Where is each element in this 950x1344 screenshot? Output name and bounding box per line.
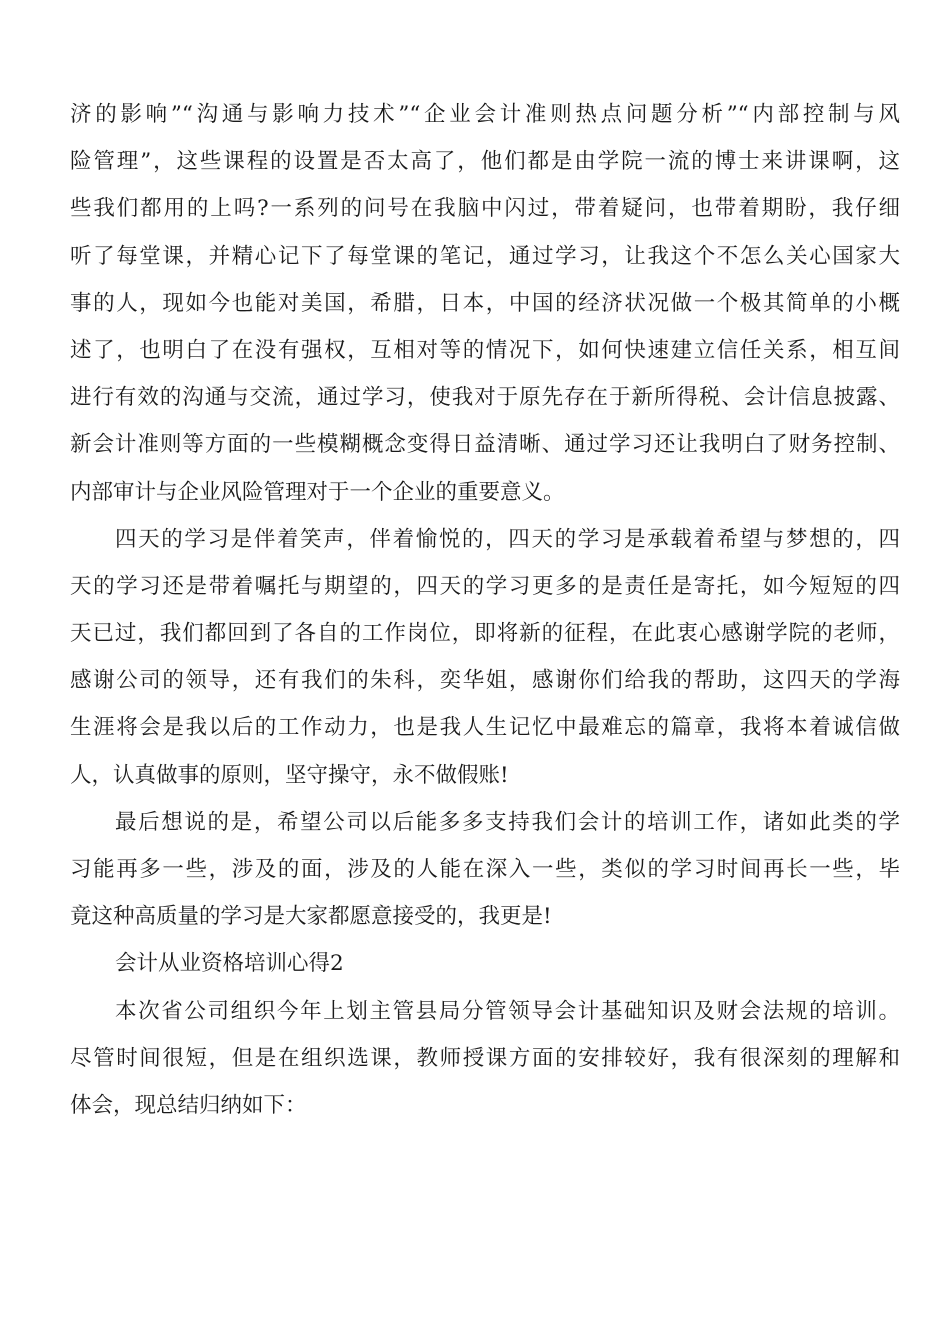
- text-line: 感谢公司的领导，还有我们的朱科，奕华姐，感谢你们给我的帮助，这四天的学海: [70, 668, 900, 694]
- text-line: 事的人，现如今也能对美国，希腊，日本，中国的经济状况做一个极其简单的小概: [70, 290, 900, 316]
- text-line: 进行有效的沟通与交流，通过学习，使我对于原先存在于新所得税、会计信息披露、: [70, 385, 900, 411]
- text-line: 体会，现总结归纳如下：: [70, 1092, 307, 1118]
- text-line: 天的学习还是带着嘱托与期望的，四天的学习更多的是责任是寄托，如今短短的四: [70, 573, 900, 599]
- text-line: 新会计准则等方面的一些模糊概念变得日益清晰、通过学习还让我明白了财务控制、: [70, 432, 900, 458]
- text-line: 济的影响”“沟通与影响力技术”“企业会计准则热点问题分析”“内部控制与风: [70, 102, 900, 127]
- text-line: 生涯将会是我以后的工作动力，也是我人生记忆中最难忘的篇章，我将本着诚信做: [70, 715, 900, 741]
- text-line: 四天的学习是伴着笑声，伴着愉悦的，四天的学习是承载着希望与梦想的，四: [115, 526, 900, 552]
- text-line: 听了每堂课，并精心记下了每堂课的笔记，通过学习，让我这个不怎么关心国家大: [70, 243, 900, 269]
- text-line: 竟这种高质量的学习是大家都愿意接受的，我更是!: [70, 904, 552, 930]
- text-line: 人，认真做事的原则，坚守操守，永不做假账!: [70, 762, 509, 788]
- text-line: 尽管时间很短，但是在组织选课，教师授课方面的安排较好，我有很深刻的理解和: [70, 1045, 900, 1071]
- document-body: [70, 91, 900, 1129]
- text-line: 内部审计与企业风险管理对于一个企业的重要意义。: [70, 479, 565, 505]
- section-heading: 会计从业资格培训心得2: [115, 951, 344, 977]
- text-line: 险管理”，这些课程的设置是否太高了，他们都是由学院一流的博士来讲课啊，这: [70, 149, 900, 175]
- text-line: 天已过，我们都回到了各自的工作岗位，即将新的征程，在此衷心感谢学院的老师，: [70, 621, 900, 647]
- text-line: 习能再多一些，涉及的面，涉及的人能在深入一些，类似的学习时间再长一些，毕: [70, 857, 900, 882]
- text-line: 述了，也明白了在没有强权，互相对等的情况下，如何快速建立信任关系，相互间: [70, 337, 900, 363]
- text-line: 些我们都用的上吗?一系列的问号在我脑中闪过，带着疑问，也带着期盼，我仔细: [70, 196, 900, 222]
- text-line: 最后想说的是，希望公司以后能多多支持我们会计的培训工作，诸如此类的学: [115, 809, 900, 835]
- text-line: 本次省公司组织今年上划主管县局分管领导会计基础知识及财会法规的培训。: [115, 998, 900, 1024]
